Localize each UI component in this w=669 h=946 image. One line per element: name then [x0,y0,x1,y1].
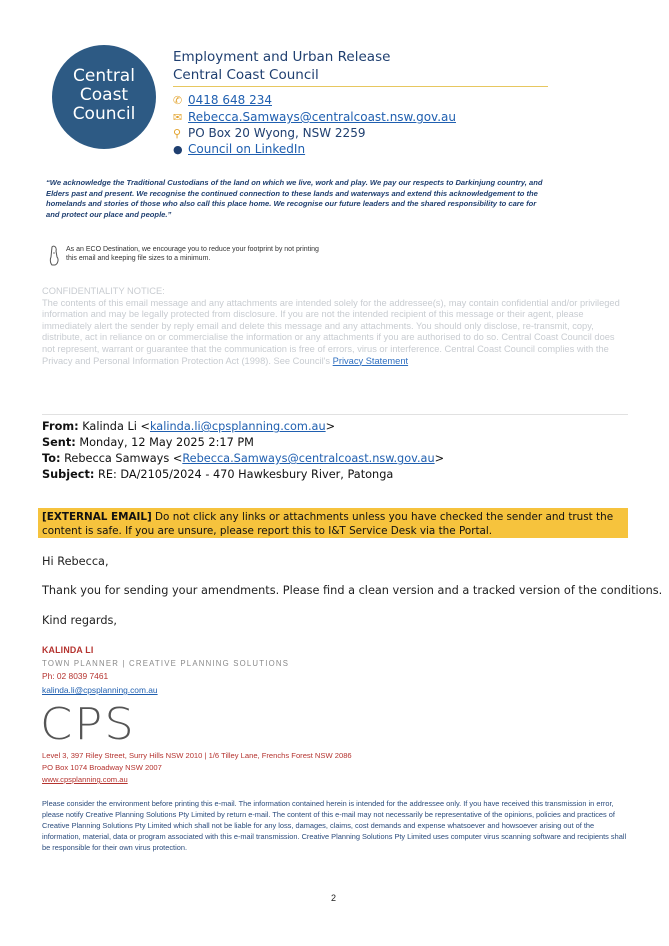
phone-link[interactable]: 0418 648 234 [188,93,272,107]
from-row [42,419,444,435]
external-email-tag: [EXTERNAL EMAIL] [42,511,152,523]
subject-label: Subject: [42,468,95,481]
address-row [173,126,365,140]
acknowledgement-text: “We acknowledge the Traditional Custodians of the land on which we live, work and play. We pay our respects to Darkinjung country, and Elders past and present. We recognise the continued connection to these lands and waterways and extend this acknowledgement to the homelands and stories of those who also call this place home. We recognise our future leaders and the shared responsibility to care for and protect our place and people.” [46,178,543,219]
to-row [42,451,444,467]
email-link[interactable]: Rebecca.Samways@centralcoast.nsw.gov.au [188,110,456,124]
eco-hand-icon [48,245,62,267]
envelope-icon: ✉ [173,111,183,124]
sender-email-link[interactable]: kalinda.li@cpsplanning.com.au [42,685,158,695]
sent-label: Sent: [42,436,76,449]
cps-logo: CPS [40,699,136,750]
subject-row [42,467,444,483]
confidentiality-notice [42,286,628,367]
from-email-link[interactable]: kalinda.li@cpsplanning.com.au [149,420,326,433]
subject-value: RE: DA/2105/2024 - 470 Hawkesbury River, Patonga [98,468,394,481]
sender-title: TOWN PLANNER | CREATIVE PLANNING SOLUTIONS [42,659,290,668]
phone-icon: ✆ [173,94,183,107]
linkedin-row [173,142,305,156]
to-end: > [434,452,445,465]
sender-address-2: PO Box 1074 Broadway NSW 2007 [42,763,162,772]
eco-notice [48,245,319,267]
confidentiality-body: The contents of this email message and any attachments are intended solely for the addressee(s), may contain confidential and/or privileged information and may be legally protected from disclosure. If you are not the intended recipient of this message or their agent, please immediately alert the sender by reply email and delete this message and any attachments. You should only disclose, re-transmit, copy, distribute, act in reliance on or commercialise the information or any attachments if you are authorised to do so. Central Coast Council does not represent, warrant or guarantee that the communication is free of errors, virus or interference. Central Coast Council complies with the Privacy and Personal Information Protection Act (1998). See Council's [42,297,620,366]
sender-email [42,685,158,695]
header-divider [42,414,628,415]
message-body: Thank you for sending your amendments. Please find a clean version and a tracked version of the conditions. [42,584,663,597]
external-email-text: Do not click any links or attachments unless you have checked the sender and trust the content is safe. If you are unsure, please report this to I&T Service Desk via the Portal. [42,511,614,537]
sent-value: Monday, 12 May 2025 2:17 PM [79,436,254,449]
sender-website [42,774,128,785]
sent-row [42,435,444,451]
department: Employment and Urban Release [173,49,391,65]
to-name: Rebecca Samways < [64,452,183,465]
location-pin-icon: ⚲ [173,127,182,140]
sender-address-1: Level 3, 397 Riley Street, Surry Hills NSW 2010 | 1/6 Tilley Lane, Frenchs Forest NSW 2086 [42,751,352,760]
email-row [173,110,456,124]
confidentiality-heading: CONFIDENTIALITY NOTICE: [42,286,165,296]
divider-line [173,86,548,87]
address-text: PO Box 20 Wyong, NSW 2259 [188,126,366,140]
privacy-statement-link[interactable]: Privacy Statement [332,355,409,366]
website-link[interactable]: www.cpsplanning.com.au [42,775,128,784]
logo-line-3: Council [72,104,136,124]
to-email-link[interactable]: Rebecca.Samways@centralcoast.nsw.gov.au [182,452,435,465]
organisation: Central Coast Council [173,67,319,83]
page-number: 2 [331,893,337,903]
from-end: > [325,420,336,433]
from-name: Kalinda Li < [82,420,150,433]
sender-name: KALINDA LI [42,645,94,655]
sender-phone: Ph: 02 8039 7461 [42,671,109,681]
council-logo [52,45,156,149]
eco-line-1: As an ECO Destination, we encourage you to reduce your footprint by not printing [66,246,319,253]
eco-line-2: this email and keeping file sizes to a minimum. [66,255,211,262]
greeting: Hi Rebecca, [42,555,109,568]
signature-heading [173,48,390,84]
linkedin-link[interactable]: Council on LinkedIn [188,142,306,156]
logo-line-2: Coast [79,85,129,105]
logo-line-1: Central [73,66,135,86]
linkedin-icon: ● [173,143,183,156]
to-label: To: [42,452,61,465]
email-header [42,419,444,483]
external-email-banner [38,508,628,538]
from-label: From: [42,420,79,433]
cps-disclaimer: Please consider the environment before printing this e-mail. The information contained herein is intended for the addressee only. If you have received this transmission in error, please notify Creative Planning Solutions Pty Limited by return e-mail. The content of this e-mail may not necessarily be representative of the opinions, policies and practices of Creative Planning Solutions Pty Limited which shall not be liable for any loss, damages, claims, cost demands and expense whatsoever and howsoever arising out of the information, material, data or program associated with this e-mail transmission. Creative Planning Solutions Pty Limited uses computer virus scanning software and recipients shall be responsible for their own virus protection. [42,799,627,852]
closing: Kind regards, [42,614,118,627]
phone-row [173,93,272,107]
